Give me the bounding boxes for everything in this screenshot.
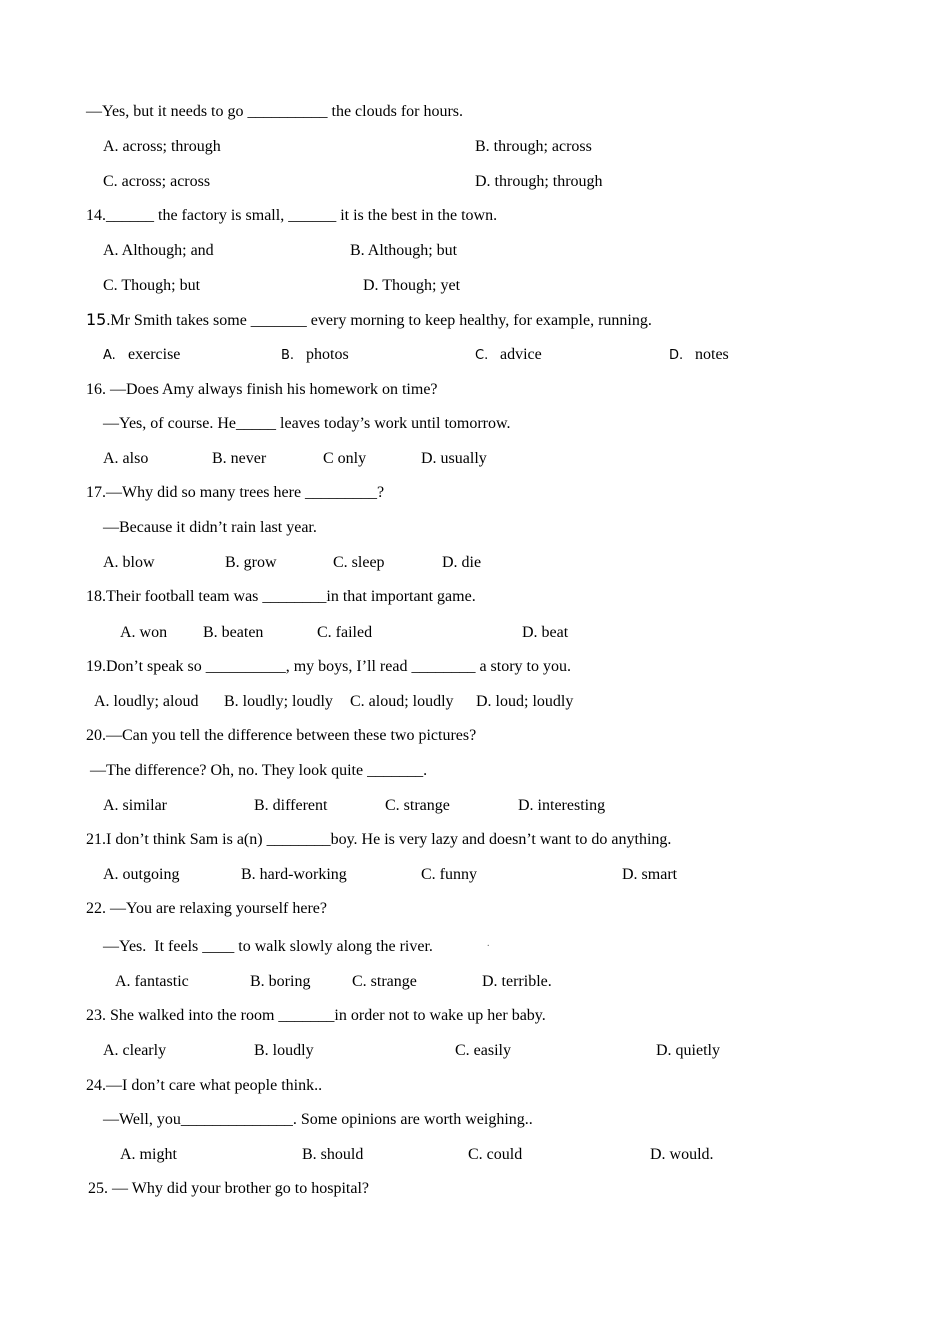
question-20: 20.—Can you tell the difference between these two pictures? — [86, 727, 477, 744]
question-text: .Mr Smith takes some _______ every morning to keep healthy, for example, running. — [106, 312, 652, 329]
option-b: B. never — [212, 450, 267, 467]
option-b: B. boring — [250, 973, 311, 990]
option-c: advice — [500, 346, 542, 363]
option-b: B. different — [254, 797, 328, 814]
option-a: A. clearly — [103, 1042, 167, 1059]
option-d: D. would. — [650, 1146, 714, 1163]
response-text: —The difference? Oh, no. They look quite _______. — [90, 762, 428, 779]
option-letter: B. — [281, 348, 295, 363]
question-25: 25. — Why did your brother go to hospital? — [88, 1180, 369, 1197]
option-b: B. grow — [225, 554, 277, 571]
question-23: 23. She walked into the room _______in order not to wake up her baby. — [86, 1007, 546, 1024]
option-a: A. across; through — [103, 138, 221, 155]
question-text: —Yes, but it needs to go __________ the clouds for hours. — [86, 103, 464, 120]
option-c: C only — [323, 450, 367, 467]
option-b: B. Although; but — [350, 242, 458, 259]
question-22: 22. —You are relaxing yourself here? — [86, 900, 327, 917]
option-d: D. die — [442, 554, 482, 571]
option-b: photos — [306, 346, 349, 363]
option-a: A. won — [120, 624, 168, 641]
option-d: D. terrible. — [482, 973, 552, 990]
response-text: —Yes, of course. He_____ leaves today’s work until tomorrow. — [103, 415, 511, 432]
option-b: B. loudly; loudly — [224, 693, 333, 710]
question-17: 17.—Why did so many trees here _________? — [86, 484, 385, 501]
option-d: D. loud; loudly — [476, 693, 574, 710]
option-letter: C. — [475, 348, 489, 363]
option-b: B. should — [302, 1146, 364, 1163]
option-d: D. smart — [622, 866, 678, 883]
option-c: C. sleep — [333, 554, 385, 571]
option-c: C. aloud; loudly — [350, 693, 454, 710]
option-a: A. fantastic — [115, 973, 189, 990]
option-a: exercise — [128, 346, 181, 363]
option-d: D. quietly — [656, 1042, 720, 1059]
option-d: D. through; through — [475, 173, 603, 190]
option-d: D. beat — [522, 624, 569, 641]
question-16: 16. —Does Amy always finish his homework on time? — [86, 381, 438, 398]
option-c: C. strange — [352, 973, 417, 990]
option-d: notes — [695, 346, 729, 363]
option-c: C. across; across — [103, 173, 211, 190]
option-a: A. outgoing — [103, 866, 180, 883]
response-text: —Yes. It feels ____ to walk slowly along the river. — [103, 938, 433, 955]
option-a: A. similar — [103, 797, 167, 814]
option-c: C. Though; but — [103, 277, 201, 294]
option-a: A. blow — [103, 554, 155, 571]
option-letter: D. — [669, 348, 684, 363]
option-a: A. also — [103, 450, 149, 467]
question-number: 15 — [86, 310, 107, 329]
response-text: —Well, you______________. Some opinions are worth weighing.. — [103, 1111, 533, 1128]
option-a: A. might — [120, 1146, 177, 1163]
stray-mark: . — [487, 938, 490, 949]
option-d: D. usually — [421, 450, 487, 467]
option-b: B. loudly — [254, 1042, 314, 1059]
option-b: B. through; across — [475, 138, 592, 155]
option-c: C. easily — [455, 1042, 511, 1059]
question-19: 19.Don’t speak so __________, my boys, I’ll read ________ a story to you. — [86, 658, 571, 675]
option-a: A. loudly; aloud — [94, 693, 199, 710]
question-14: 14.______ the factory is small, ______ it is the best in the town. — [86, 207, 498, 224]
option-c: C. funny — [421, 866, 477, 883]
question-24: 24.—I don’t care what people think.. — [86, 1077, 323, 1094]
option-b: B. beaten — [203, 624, 264, 641]
response-text: —Because it didn’t rain last year. — [103, 519, 317, 536]
option-d: D. Though; yet — [363, 277, 461, 294]
question-21: 21.I don’t think Sam is a(n) ________boy. He is very lazy and doesn’t want to do anything. — [86, 831, 672, 848]
option-c: C. strange — [385, 797, 450, 814]
option-a: A. Although; and — [103, 242, 214, 259]
option-c: C. could — [468, 1146, 523, 1163]
option-letter: A. — [103, 348, 116, 363]
option-d: D. interesting — [518, 797, 606, 814]
option-b: B. hard-working — [241, 866, 347, 883]
question-18: 18.Their football team was ________in that important game. — [86, 588, 476, 605]
option-c: C. failed — [317, 624, 373, 641]
question-15 — [86, 310, 652, 331]
